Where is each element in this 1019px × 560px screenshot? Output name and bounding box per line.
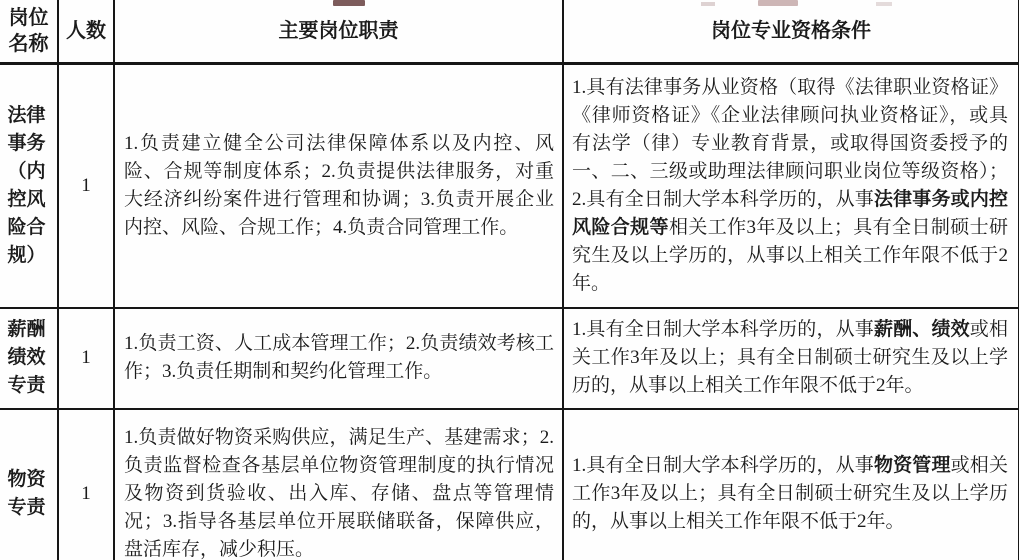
- qualification-text: 或相关工作3年及以上；具有全日制硕士研究生及以上学历的，从事以上相关工作年限不低于2年。: [572, 455, 1008, 532]
- duties-cell: 1.负责工资、人工成本管理工作；2.负责绩效考核工作；3.负责任期制和契约化管理工作。: [114, 308, 563, 409]
- position-name: 法律事务（内控风险合规）: [7, 104, 46, 266]
- header-headcount: 人数: [58, 0, 114, 64]
- header-qualifications: 岗位专业资格条件: [563, 0, 1019, 64]
- position-name: 薪酬绩效专责: [7, 319, 46, 396]
- headcount-cell: 1: [58, 64, 114, 308]
- qualification-text: 相关工作3年及以上；具有全日制硕士研究生及以上学历的，从事以上相关工作年限不低于2年。: [572, 216, 1008, 294]
- table-row: [0, 409, 1019, 560]
- qualification-text-bold: 法律事务或内控风险合规等: [572, 188, 1008, 238]
- qualifications-cell: [563, 64, 1019, 308]
- headcount-cell: 1: [58, 409, 114, 560]
- table-header-row: [0, 0, 1019, 64]
- table-row: [0, 308, 1019, 409]
- qualification-text: 1.具有法律事务从业资格（取得《法律职业资格证》《律师资格证》《企业法律顾问执业资格证》，或具有法学（律）专业教育背景，或取得国资委授予的一、二、三级或助理法律顾问职业岗位等级资格）；2.具有全日制大学本科学历的，从事: [572, 76, 1008, 210]
- table-row: [0, 64, 1019, 308]
- qualification-text: 或相关工作3年及以上；具有全日制硕士研究生及以上学历的，从事以上相关工作年限不低于2年。: [572, 319, 1008, 396]
- qualifications-cell: [563, 409, 1019, 560]
- duties-cell: 1.负责做好物资采购供应，满足生产、基建需求；2.负责监督检查各基层单位物资管理制度的执行情况及物资到货验收、出入库、存储、盘点等管理情况；3.指导各基层单位开展联储联备，保障供应，盘活库存，减少积压。: [114, 409, 563, 560]
- header-position-name: 岗位名称: [0, 0, 58, 64]
- header-main-duties: 主要岗位职责: [114, 0, 563, 64]
- position-name-cell: [0, 64, 58, 308]
- qualification-text-bold: 物资管理: [873, 455, 951, 476]
- position-name-cell: [0, 409, 58, 560]
- qualifications-cell: [563, 308, 1019, 409]
- headcount-cell: 1: [58, 308, 114, 409]
- duties-cell: 1.负责建立健全公司法律保障体系以及内控、风险、合规等制度体系；2.负责提供法律服务，对重大经济纠纷案件进行管理和协调；3.负责开展企业内控、风险、合规工作；4.负责合同管理工作。: [114, 64, 563, 308]
- qualification-text: 1.具有全日制大学本科学历的，从事: [572, 455, 874, 476]
- qualification-text-bold: 薪酬、绩效: [873, 319, 970, 340]
- qualification-text: 1.具有全日制大学本科学历的，从事: [572, 319, 874, 340]
- position-name-cell: [0, 308, 58, 409]
- position-name: 物资专责: [7, 469, 46, 518]
